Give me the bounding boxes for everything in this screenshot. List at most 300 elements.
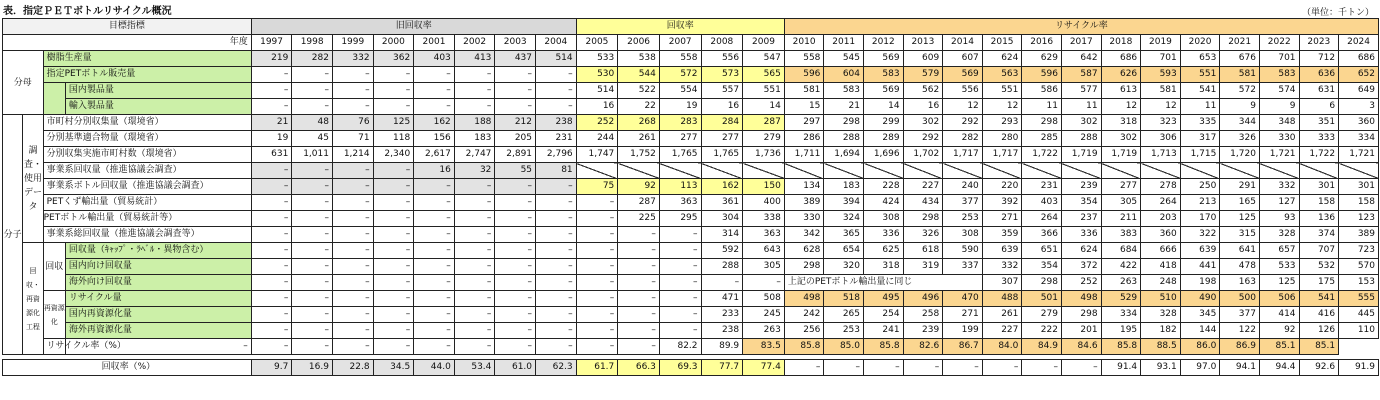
table-cell: 86.0: [1180, 339, 1220, 355]
table-cell: –: [332, 83, 373, 99]
table-cell: 581: [784, 83, 824, 99]
table-cell: 1,214: [332, 147, 373, 163]
table-cell: 136: [1299, 211, 1339, 227]
table-cell: 110: [1339, 323, 1379, 339]
table-cell: –: [454, 211, 495, 227]
table-cell: 61.0: [495, 360, 536, 376]
table-cell: 626: [1101, 67, 1141, 83]
table-cell: 336: [1061, 227, 1101, 243]
header-year: 2020: [1180, 35, 1220, 51]
table-cell: 572: [659, 67, 701, 83]
table-cell: 271: [982, 211, 1022, 227]
group-label-bunshi: 分子: [3, 115, 23, 355]
table-cell: [743, 163, 785, 179]
table-cell: 643: [743, 243, 785, 259]
table-cell: –: [495, 339, 536, 355]
table-cell: 15: [784, 99, 824, 115]
table-cell: 240: [943, 179, 983, 195]
table-cell: 298: [824, 115, 864, 131]
table-cell: 418: [1141, 259, 1181, 275]
table-cell: 21: [251, 115, 292, 131]
row-label: 事業系回収量（推進協議会調査）: [43, 163, 251, 179]
table-cell: –: [373, 243, 414, 259]
table-cell: 361: [701, 195, 743, 211]
header-year: 2011: [824, 35, 864, 51]
table-cell: 250: [1180, 179, 1220, 195]
table-row: [3, 339, 1379, 355]
table-cell: –: [1022, 360, 1062, 376]
table-cell: [1061, 163, 1101, 179]
table-cell: 686: [1101, 51, 1141, 67]
group-label-chosa: 調査・使用データ: [23, 115, 43, 243]
table-cell: –: [332, 195, 373, 211]
table-cell: 298: [1022, 115, 1062, 131]
table-cell: –: [332, 243, 373, 259]
table-cell: 533: [576, 51, 618, 67]
table-cell: –: [373, 275, 414, 291]
table-cell: 1,711: [784, 147, 824, 163]
table-cell: –: [618, 339, 660, 355]
table-cell: –: [251, 99, 292, 115]
table-cell: [701, 163, 743, 179]
table-cell: –: [251, 307, 292, 323]
table-cell: 292: [903, 131, 943, 147]
table-cell: 22.8: [332, 360, 373, 376]
table-cell: –: [292, 67, 333, 83]
table-cell: 583: [1259, 67, 1299, 83]
table-cell: –: [373, 163, 414, 179]
table-cell: 495: [864, 291, 904, 307]
table-cell: 288: [824, 131, 864, 147]
table-cell: [824, 163, 864, 179]
table-cell: 565: [743, 67, 785, 83]
table-cell: 163: [1220, 275, 1260, 291]
table-cell: –: [536, 67, 577, 83]
header-year: 2005: [576, 35, 618, 51]
table-cell: 268: [618, 115, 660, 131]
table-cell: 231: [1022, 179, 1062, 195]
table-cell: 471: [701, 291, 743, 307]
table-cell: 572: [1220, 83, 1260, 99]
table-cell: 48: [292, 115, 333, 131]
group-label-kaishu-kako: 回収・再資源化工程: [23, 243, 43, 355]
table-cell: –: [824, 360, 864, 376]
table-cell: 127: [1259, 195, 1299, 211]
table-cell: 498: [1061, 291, 1101, 307]
table-cell: 182: [1141, 323, 1181, 339]
table-cell: 1,702: [903, 147, 943, 163]
table-cell: –: [536, 259, 577, 275]
table-cell: 263: [743, 323, 785, 339]
table-cell: 14: [743, 99, 785, 115]
table-cell: 653: [1180, 51, 1220, 67]
table-cell: –: [373, 227, 414, 243]
header-year: 2018: [1101, 35, 1141, 51]
table-cell: –: [454, 243, 495, 259]
table-cell: 301: [1339, 179, 1379, 195]
table-cell: 241: [864, 323, 904, 339]
table-cell: –: [251, 291, 292, 307]
table-cell: 555: [1339, 291, 1379, 307]
table-cell: –: [536, 227, 577, 243]
table-cell: 239: [1061, 179, 1101, 195]
table-cell: 328: [1141, 307, 1181, 323]
table-row: [3, 275, 1379, 291]
table-cell: 2,796: [536, 147, 577, 163]
table-cell: 279: [743, 131, 785, 147]
table-cell: 55: [495, 163, 536, 179]
table-cell: –: [536, 307, 577, 323]
table-cell: –: [536, 179, 577, 195]
table-cell: 19: [659, 99, 701, 115]
table-cell: 125: [1259, 275, 1299, 291]
table-cell: 641: [1220, 243, 1260, 259]
table-cell: –: [414, 339, 455, 355]
table-cell: 538: [618, 51, 660, 67]
table-cell: 213: [1180, 195, 1220, 211]
table-cell: 261: [618, 131, 660, 147]
table-cell: –: [414, 227, 455, 243]
table-cell: –: [373, 211, 414, 227]
table-cell: 125: [1220, 211, 1260, 227]
table-cell: 338: [743, 211, 785, 227]
table-cell: –: [701, 275, 743, 291]
table-cell: –: [332, 323, 373, 339]
table-cell: 188: [454, 115, 495, 131]
table-cell: 150: [743, 179, 785, 195]
row-label: 事業系ボトル回収量（推進協議会調査）: [43, 179, 251, 195]
table-cell: [864, 163, 904, 179]
table-cell: 314: [701, 227, 743, 243]
table-cell: 577: [1061, 83, 1101, 99]
table-cell: 607: [943, 51, 983, 67]
table-cell: 82.2: [659, 339, 701, 355]
header-year: 2014: [943, 35, 983, 51]
table-cell: –: [373, 259, 414, 275]
table-cell: 1,719: [1101, 147, 1141, 163]
table-cell: 279: [1022, 307, 1062, 323]
table-cell: 252: [576, 115, 618, 131]
table-cell: 11: [1180, 99, 1220, 115]
table-cell: 22: [618, 99, 660, 115]
table-cell: 336: [864, 227, 904, 243]
unit-note: （単位：千トン）: [1301, 8, 1374, 18]
table-cell: –: [495, 227, 536, 243]
header-year: 2012: [864, 35, 904, 51]
table-cell: 723: [1339, 243, 1379, 259]
table-cell: 298: [903, 211, 943, 227]
table-cell: 293: [982, 115, 1022, 131]
table-cell: –: [414, 83, 455, 99]
table-cell: –: [251, 243, 292, 259]
table-cell: 85.8: [864, 339, 904, 355]
table-cell: 295: [659, 211, 701, 227]
table-cell: 592: [701, 243, 743, 259]
table-cell: 134: [784, 179, 824, 195]
table-cell: 326: [903, 227, 943, 243]
table-cell: 649: [1339, 83, 1379, 99]
table-cell: 12: [982, 99, 1022, 115]
table-cell: 583: [864, 67, 904, 83]
table-cell: –: [659, 243, 701, 259]
table-cell: 298: [1061, 307, 1101, 323]
header-year: 2001: [414, 35, 455, 51]
table-cell: 518: [824, 291, 864, 307]
table-cell: 342: [784, 227, 824, 243]
table-cell: 297: [784, 115, 824, 131]
table-title: 表．指定ＰＥＴボトルリサイクル概況: [3, 6, 172, 17]
table-cell: –: [495, 275, 536, 291]
table-cell: –: [292, 243, 333, 259]
table-cell: 631: [251, 147, 292, 163]
table-cell: 318: [864, 259, 904, 275]
table-cell: –: [495, 179, 536, 195]
pet-recycle-table: [2, 18, 1379, 376]
table-cell: 305: [743, 259, 785, 275]
table-cell: [1101, 163, 1141, 179]
table-cell: –: [659, 275, 701, 291]
table-cell: 374: [1299, 227, 1339, 243]
table-cell: 284: [701, 115, 743, 131]
table-cell: –: [659, 227, 701, 243]
table-cell: 239: [903, 323, 943, 339]
table-cell: 625: [864, 243, 904, 259]
table-cell: 587: [1061, 67, 1101, 83]
table-cell: 126: [1299, 323, 1339, 339]
table-cell: 88.5: [1141, 339, 1181, 355]
header-year: 2002: [454, 35, 495, 51]
table-cell: –: [536, 243, 577, 259]
table-cell: 362: [373, 51, 414, 67]
table-row: [3, 163, 1379, 179]
table-cell: 334: [1339, 131, 1379, 147]
row-label: 輸入製品量: [65, 99, 251, 115]
table-cell: 392: [982, 195, 1022, 211]
table-cell: –: [536, 211, 577, 227]
table-cell: 1,736: [743, 147, 785, 163]
group-label-kaishu: 回収: [43, 243, 65, 291]
header-year: 1999: [332, 35, 373, 51]
table-cell: 91.9: [1339, 360, 1379, 376]
table-cell: 2,747: [454, 147, 495, 163]
table-cell: 113: [659, 179, 701, 195]
table-cell: –: [618, 291, 660, 307]
table-cell: 403: [1022, 195, 1062, 211]
table-cell: 657: [1259, 243, 1299, 259]
table-cell: 292: [943, 115, 983, 131]
table-cell: 93.1: [1141, 360, 1181, 376]
table-cell: –: [618, 243, 660, 259]
table-cell: –: [414, 307, 455, 323]
table-cell: 298: [1022, 275, 1062, 291]
table-cell: 366: [1022, 227, 1062, 243]
row-label: 事業系総回収量（推進協議会調査等）: [43, 227, 251, 243]
table-cell: 593: [1141, 67, 1181, 83]
table-cell: 337: [943, 259, 983, 275]
table-cell: –: [292, 211, 333, 227]
table-cell: –: [495, 83, 536, 99]
table-cell: –: [332, 99, 373, 115]
table-cell: 569: [864, 83, 904, 99]
table-cell: –: [373, 291, 414, 307]
table-cell: –: [292, 259, 333, 275]
table-cell: 506: [1259, 291, 1299, 307]
table-cell: 306: [1141, 131, 1181, 147]
table-cell: 684: [1101, 243, 1141, 259]
table-cell: 122: [1220, 323, 1260, 339]
table-cell: –: [454, 259, 495, 275]
table-cell: 248: [1141, 275, 1181, 291]
table-cell: –: [454, 83, 495, 99]
table-cell: 372: [1061, 259, 1101, 275]
table-cell: 570: [1339, 259, 1379, 275]
table-cell: 277: [659, 131, 701, 147]
table-cell: –: [659, 259, 701, 275]
table-cell: 530: [576, 67, 618, 83]
table-cell: –: [784, 360, 824, 376]
table-cell: 470: [943, 291, 983, 307]
table-cell: 1,696: [864, 147, 904, 163]
table-cell: 1,721: [1339, 147, 1379, 163]
table-cell: –: [982, 360, 1022, 376]
table-cell: –: [332, 259, 373, 275]
table-cell: [1259, 163, 1299, 179]
table-cell: 2,340: [373, 147, 414, 163]
table-cell: 158: [1299, 195, 1339, 211]
table-cell: –: [251, 339, 292, 355]
table-cell: 383: [1101, 227, 1141, 243]
table-cell: 219: [251, 51, 292, 67]
table-cell: 162: [701, 179, 743, 195]
table-cell: 488: [982, 291, 1022, 307]
table-cell: 315: [1220, 227, 1260, 243]
table-cell: 510: [1141, 291, 1181, 307]
table-cell: –: [495, 99, 536, 115]
table-cell: 1,011: [292, 147, 333, 163]
table-cell: 261: [982, 307, 1022, 323]
table-cell: 414: [1259, 307, 1299, 323]
table-cell: 613: [1101, 83, 1141, 99]
table-cell: 12: [1141, 99, 1181, 115]
table-cell: 544: [618, 67, 660, 83]
table-cell: 84.0: [982, 339, 1022, 355]
table-cell: [943, 163, 983, 179]
table-cell: 496: [903, 291, 943, 307]
table-row: [3, 243, 1379, 259]
table-cell: –: [495, 259, 536, 275]
table-cell: 701: [1141, 51, 1181, 67]
table-cell: 211: [1101, 211, 1141, 227]
table-cell: 242: [784, 307, 824, 323]
table-cell: 77.7: [701, 360, 743, 376]
table-cell: 335: [1180, 115, 1220, 131]
row-label: PETボトル輸出量（貿易統計等）: [43, 211, 251, 227]
table-cell: 403: [414, 51, 455, 67]
table-cell: –: [251, 67, 292, 83]
group-label-bunbo: 分母: [3, 51, 44, 115]
table-cell: 199: [943, 323, 983, 339]
table-cell: 82.6: [903, 339, 943, 355]
table-cell: 227: [982, 323, 1022, 339]
table-cell: 238: [701, 323, 743, 339]
table-cell: 609: [903, 51, 943, 67]
row-label: リサイクル率（%）: [43, 339, 65, 355]
table-cell: –: [576, 291, 618, 307]
table-cell: –: [454, 291, 495, 307]
table-cell: –: [576, 275, 618, 291]
table-cell: 541: [1180, 83, 1220, 99]
header-year: 2008: [701, 35, 743, 51]
header-year: 2021: [1220, 35, 1260, 51]
table-cell: 16: [903, 99, 943, 115]
table-cell: 282: [943, 131, 983, 147]
table-cell: –: [454, 179, 495, 195]
table-cell: 434: [903, 195, 943, 211]
table-cell: 348: [1259, 115, 1299, 131]
table-cell: 16: [414, 163, 455, 179]
group-label-saishigen: 再資源化: [43, 291, 65, 339]
table-cell: 324: [824, 211, 864, 227]
table-cell: 11: [1022, 99, 1062, 115]
table-cell: [982, 163, 1022, 179]
table-cell: 305: [1101, 195, 1141, 211]
table-cell: 93: [1259, 211, 1299, 227]
table-cell: –: [414, 195, 455, 211]
table-cell: –: [251, 259, 292, 275]
table-cell: –: [536, 195, 577, 211]
table-cell: –: [454, 307, 495, 323]
table-cell: 354: [1022, 259, 1062, 275]
table-cell: 225: [618, 211, 660, 227]
header-year: 2024: [1339, 35, 1379, 51]
table-cell: 365: [824, 227, 864, 243]
table-cell: 332: [1259, 179, 1299, 195]
table-cell: –: [1061, 360, 1101, 376]
table-cell: 330: [1259, 131, 1299, 147]
table-cell: [576, 163, 618, 179]
row-label: 海外向け回収量: [65, 275, 251, 291]
table-cell: 701: [1259, 51, 1299, 67]
table-cell: 288: [701, 259, 743, 275]
table-cell: 258: [903, 307, 943, 323]
table-row: [3, 307, 1379, 323]
row-label: 分別収集実施市町村数（環境省）: [43, 147, 251, 163]
table-cell: 277: [701, 131, 743, 147]
table-cell: 437: [495, 51, 536, 67]
table-cell: 32: [454, 163, 495, 179]
table-cell: –: [292, 307, 333, 323]
table-cell: –: [454, 275, 495, 291]
table-cell: –: [618, 275, 660, 291]
table-cell: –: [414, 275, 455, 291]
table-cell: –: [292, 339, 333, 355]
table-row: [3, 211, 1379, 227]
table-cell: –: [454, 67, 495, 83]
table-cell: 569: [864, 51, 904, 67]
header-year: 2000: [373, 35, 414, 51]
table-cell: 85.1: [1299, 339, 1339, 355]
table-cell: –: [659, 323, 701, 339]
table-cell: –: [495, 243, 536, 259]
table-cell: 345: [1180, 307, 1220, 323]
table-cell: –: [251, 179, 292, 195]
table-cell: 278: [1141, 179, 1181, 195]
table-cell: –: [251, 83, 292, 99]
table-cell: 61.7: [576, 360, 618, 376]
table-cell: –: [373, 307, 414, 323]
row-label: 回収量（ｷｬｯﾌﾟ・ﾗﾍﾞﾙ・異物含む）: [65, 243, 251, 259]
table-cell: 529: [1101, 291, 1141, 307]
